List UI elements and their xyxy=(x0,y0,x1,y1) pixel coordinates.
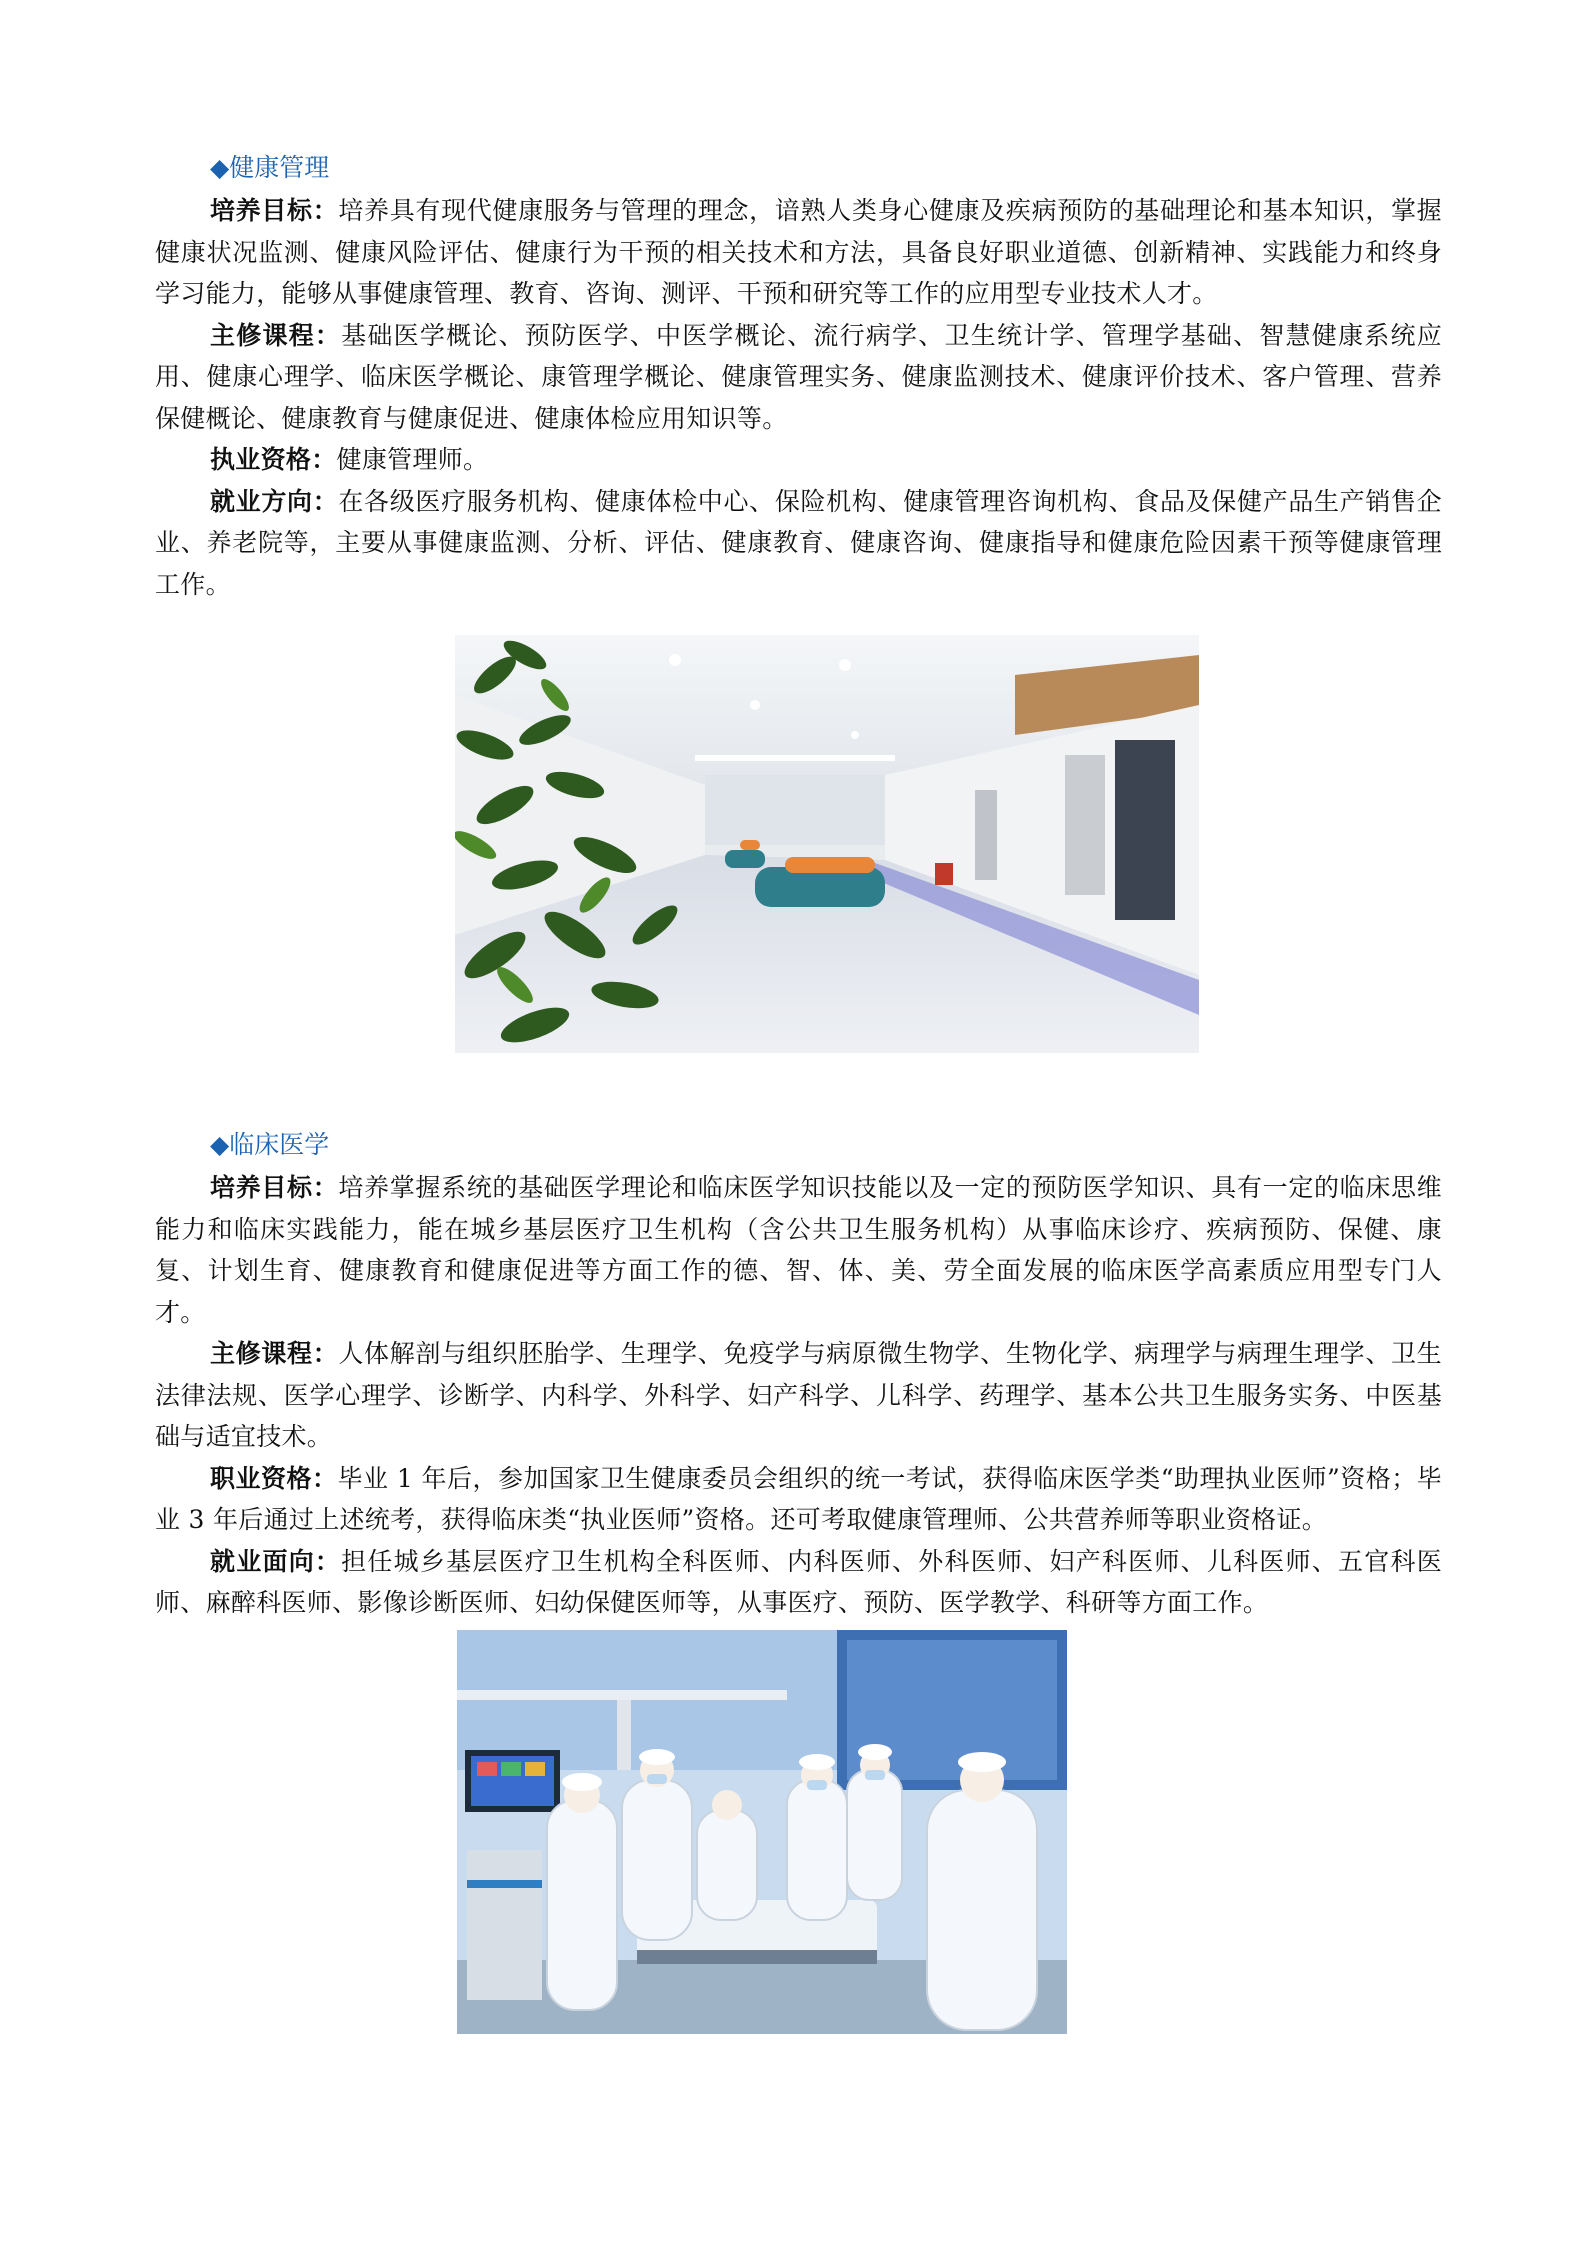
paragraph-qualification xyxy=(155,1458,1442,1541)
paragraph-text: 毕业 1 年后，参加国家卫生健康委员会组织的统一考试，获得临床医学类“助理执业医师”资格；毕业 3 年后通过上述统考，获得临床类“执业医师”资格。还可考取健康管理师、公共营养师等职业资格证。 xyxy=(155,1463,1442,1534)
paragraph-label: 执业资格： xyxy=(210,445,337,474)
paragraph-text: 担任城乡基层医疗卫生机构全科医师、内科医师、外科医师、妇产科医师、儿科医师、五官科医师、麻醉科医师、影像诊断医师、妇幼保健医师等，从事医疗、预防、医学教学、科研等方面工作。 xyxy=(155,1546,1442,1617)
paragraph-text: 在各级医疗服务机构、健康体检中心、保险机构、健康管理咨询机构、食品及保健产品生产销售企业、养老院等，主要从事健康监测、分析、评估、健康教育、健康咨询、健康指导和健康危险因素干预等健康管理工作。 xyxy=(155,486,1442,599)
paragraph-career xyxy=(155,481,1442,606)
paragraph-text: 人体解剖与组织胚胎学、生理学、免疫学与病原微生物学、生物化学、病理学与病理生理学、卫生法律法规、医学心理学、诊断学、内科学、外科学、妇产科学、儿科学、药理学、基本公共卫生服务实务、中医基础与适宜技术。 xyxy=(155,1339,1442,1451)
paragraph-label: 职业资格： xyxy=(210,1463,338,1493)
paragraph-label: 就业面向： xyxy=(210,1546,342,1576)
section-title: ◆临床医学 xyxy=(210,1130,330,1159)
paragraph-text: 培养具有现代健康服务与管理的理念，谙熟人类身心健康及疾病预防的基础理论和基本知识，掌握健康状况监测、健康风险评估、健康行为干预的相关技术和方法，具备良好职业道德、创新精神、实践能力和终身学习能力，能够从事健康管理、教育、咨询、测评、干预和研究等工作的应用型专业技术人才。 xyxy=(155,196,1442,308)
section-title: ◆健康管理 xyxy=(210,153,330,182)
paragraph-label: 主修课程： xyxy=(210,320,342,350)
paragraph-training-goal xyxy=(155,1167,1442,1333)
paragraph-text: 健康管理师。 xyxy=(336,445,489,474)
paragraph-label: 培养目标： xyxy=(210,1173,339,1202)
paragraph-text: 培养掌握系统的基础医学理论和临床医学知识技能以及一定的预防医学知识、具有一定的临床思维能力和临床实践能力，能在城乡基层医疗卫生机构（含公共卫生服务机构）从事临床诊疗、疾病预防、保健、康复、计划生育、健康教育和健康促进等方面工作的德、智、体、美、劳全面发展的临床医学高素质应用型专门人才。 xyxy=(155,1173,1442,1327)
paragraph-main-courses xyxy=(155,315,1442,440)
hospital-corridor-photo xyxy=(455,635,1199,1053)
paragraph-text: 基础医学概论、预防医学、中医学概论、流行病学、卫生统计学、管理学基础、智慧健康系统应用、健康心理学、临床医学概论、康管理学概论、健康管理实务、健康监测技术、健康评价技术、客户管理、营养保健概论、健康教育与健康促进、健康体检应用知识等。 xyxy=(155,320,1442,433)
paragraph-training-goal xyxy=(155,190,1442,315)
page-content xyxy=(155,148,1442,2034)
paragraph-career xyxy=(155,1541,1442,1624)
section-clinical-medicine xyxy=(155,1125,1442,2034)
paragraph-label: 主修课程： xyxy=(210,1339,339,1368)
section-health-management xyxy=(155,148,1442,1053)
paragraph-main-courses xyxy=(155,1333,1442,1458)
paragraph-qualification xyxy=(155,439,1442,481)
paragraph-label: 就业方向： xyxy=(210,486,339,516)
clinical-ward-photo xyxy=(457,1630,1067,2034)
paragraph-label: 培养目标： xyxy=(210,196,339,225)
